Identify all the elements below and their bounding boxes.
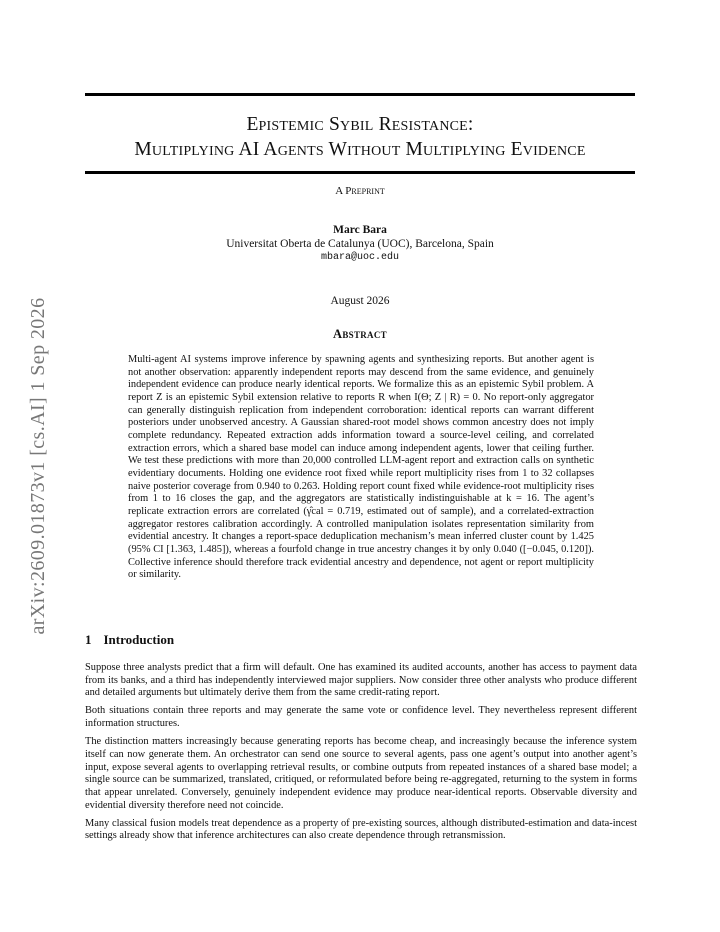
section-heading-introduction — [85, 632, 635, 648]
paper-title — [85, 112, 635, 162]
title-line-1: Epistemic Sybil Resistance: — [246, 114, 474, 135]
abstract-heading: Abstract — [333, 327, 387, 341]
section-title: Introduction — [103, 632, 175, 647]
intro-paragraph: The distinction matters increasingly because generating reports has become cheap, and increasingly because the inference system itself can now generate them. An orchestrator can send one source to several agents, pass one agent’s output into another agent’s input, expose several agents to overlapping retrieval results, or combine outputs from repeated instances of a shared base model; a single source can be summarized, translated, critiqued, or reformulated before being re-aggregated, returning to the system in forms that appear unrelated. Conversely, genuinely independent evidence may produce near-identical reports. Observable diversity and evidential diversity therefore need not coincide. — [85, 736, 637, 811]
intro-paragraph: Many classical fusion models treat dependence as a property of pre-existing sources, although distributed-estimation and data-incest settings already show that inference architectures can also create dependence through retransmission. — [85, 817, 637, 842]
author-email: mbara@uoc.edu — [320, 252, 399, 263]
introduction-body — [85, 662, 637, 849]
author-block — [85, 223, 635, 265]
section-number: 1 — [85, 632, 92, 647]
publication-date: August 2026 — [330, 295, 390, 307]
intro-paragraph: Both situations contain three reports and may generate the same vote or confidence level. They nevertheless represent different information structures. — [85, 705, 637, 730]
arxiv-sidebar — [18, 270, 58, 662]
arxiv-identifier: arXiv:2609.01873v1 [cs.AI] 1 Sep 2026 — [27, 297, 49, 635]
author-name: Marc Bara — [333, 224, 387, 236]
intro-paragraph: Suppose three analysts predict that a firm will default. One has examined its audited accounts, another has access to payment data from its banks, and a third has independently interviewed major suppliers. Now consider three other analysts who produce different and detailed arguments but ultimately derive them from the same credit-rating report. — [85, 662, 637, 699]
abstract-text: Multi-agent AI systems improve inference by spawning agents and synthesizing reports. But another agent is not another observation: apparently independent reports may descend from the same evidence, and genuinely independent evidence can produce nearly identical reports. We formalize this as an epistemic Sybil problem. A report Z is an epistemic Sybil extension relative to reports R when I(Θ; Z | R) = 0. No report-only aggregator can generally distinguish replication from independent corroboration: identical reports can warrant different posteriors under unobserved ancestry. A Gaussian shared-root model shows common ancestry does not imply complete redundancy. Repeated extraction adds information toward a source-level ceiling, and correlated extraction errors, which a shared base model can induce among independent agents, lower that ceiling further. We test these predictions with more than 20,000 controlled LLM-agent report and extraction calls on synthetic evidentiary documents. Holding one evidence root fixed while report multiplicity rises from 1 to 32 collapses naive posterior coverage from 0.940 to 0.263. Holding report count fixed while evidence-root multiplicity rises from 1 to 16 closes the gap, and the aggregators are statistically indistinguishable at k = 16. The agent’s replicate extraction errors are correlated (γ̂cal = 0.719, estimated out of sample), and a correlated-extraction aggregator restores calibration accordingly. A controlled manipulation isolates representation similarity from evidential ancestry. It changes a report-space deduplication mechanism’s mean inferred cluster count by 1.425 (95% CI [1.363, 1.485]), whereas a fourfold change in true ancestry changes it by only 0.040 ([−0.045, 0.120]). Collective inference should therefore track evidential ancestry and dependence, not agent or report multiplicity or similarity. — [128, 354, 594, 581]
title-line-2: Multiplying AI Agents Without Multiplying Evidence — [134, 139, 586, 160]
preprint-label: A Preprint — [335, 185, 385, 197]
author-affiliation: Universitat Oberta de Catalunya (UOC), Barcelona, Spain — [226, 238, 494, 250]
title-top-rule — [85, 93, 635, 96]
title-bottom-rule — [85, 171, 635, 174]
